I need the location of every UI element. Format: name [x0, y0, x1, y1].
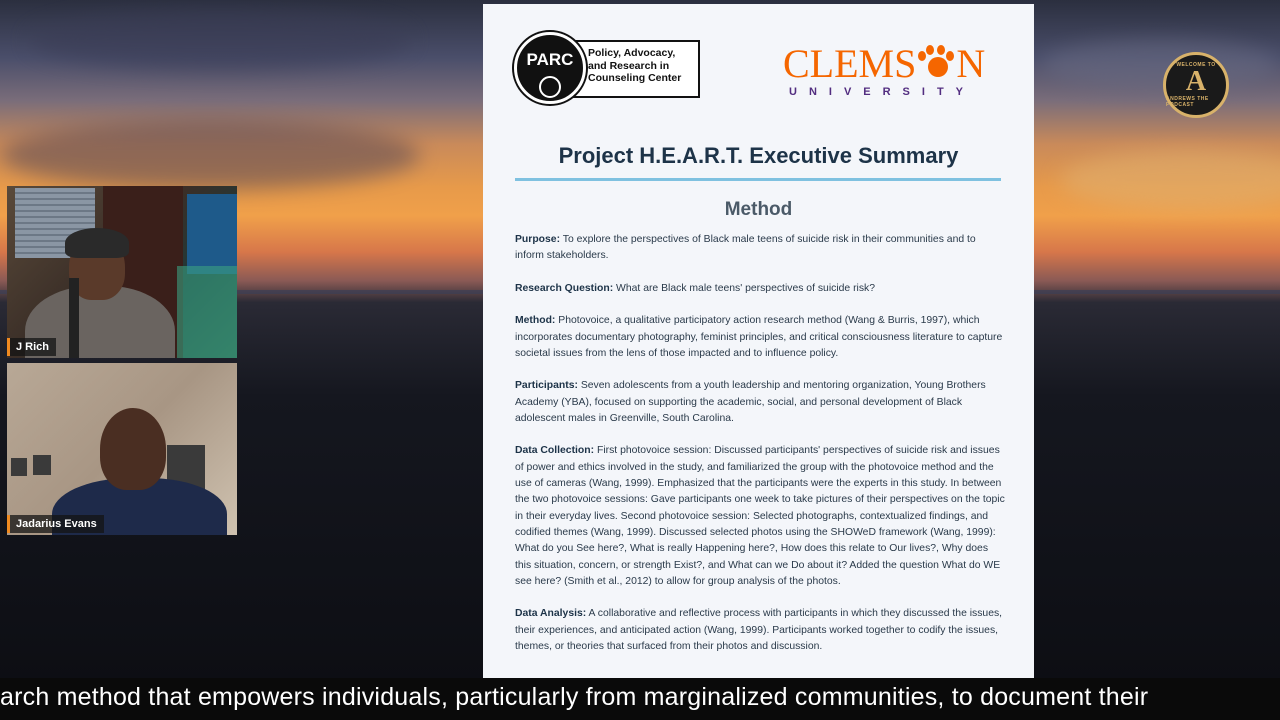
microphone-icon [69, 278, 79, 358]
background-light [177, 266, 237, 358]
participant-head [100, 408, 166, 490]
title-divider [515, 178, 1001, 181]
parc-logo-text: Policy, Advocacy, and Research in Counseling Center [572, 40, 700, 98]
caption-bar [0, 678, 1280, 720]
clemson-logo [783, 41, 1003, 104]
beanie [65, 228, 129, 258]
parc-logo-badge: PARC [514, 32, 586, 104]
clemson-subtitle: UNIVERSITY [789, 86, 976, 98]
live-caption: arch method that empowers individuals, particularly from marginalized communities, to document their [0, 683, 1149, 711]
participant-name-tag: J Rich [7, 338, 56, 356]
badge-bottom-text: ANDREWS THE PODCAST [1166, 96, 1209, 108]
cloud [0, 120, 420, 190]
badge-letter: A [1185, 66, 1207, 97]
wall-frame [11, 458, 27, 476]
cloud [30, 10, 410, 70]
globe-icon [539, 76, 561, 98]
cloud [1060, 150, 1280, 210]
cloud [1040, 40, 1280, 90]
section-purpose: Purpose: To explore the perspectives of Black male teens of suicide risk in their communities and to inform stakeholders. [515, 234, 976, 262]
section-research-question: Research Question: What are Black male teens' perspectives of suicide risk? [515, 282, 876, 294]
wall-poster [187, 194, 237, 274]
section-method: Method: Photovoice, a qualitative participatory action research method (Wang & Burris, 1997), which incorporates documentary photography, feminist principles, and critical consciousness literature to capture societal issues from the lens of those impacted and to influence policy. [515, 315, 1003, 359]
participant-name-tag: Jadarius Evans [7, 515, 104, 533]
method-sections [515, 232, 1005, 671]
section-data-collection: Data Collection: First photovoice session: Discussed participants' perspectives of suicide risk and issues of power and ethics involved in the study, and familiarized the group with the photovoice method and the use of cameras (Wang, 1999). Emphasized that the participants were the experts in this study. In between the two photovoice sessions: Gave participants one week to take pictures of their perspectives on the topic in their everyday lives. Second photovoice session: Selected photographs, contextualized findings, and codified themes (Wang, 1999). Discussed selected photos using the SHOWeD framework (Wang, 1999): What do you See here?, What is really Happening here?, How does this relate to Our lives?, Why does this situation, concern, or strength Exist?, and What can we Do about it? Added the question What do WE see here? (Smith et al., 2012) to allow for group analysis of the photos. [515, 445, 1005, 587]
document-title: Project H.E.A.R.T. Executive Summary [558, 143, 959, 168]
clemson-wordmark: CLEMS N [783, 41, 986, 86]
video-tile-jadarius-evans[interactable] [7, 363, 237, 535]
section-participants: Participants: Seven adolescents from a youth leadership and mentoring organization, Young Brothers Academy (YBA), focused on supporting the academic, social, and personal development of Black adolescent males in Greenville, South Carolina. [515, 380, 986, 424]
video-tile-j-rich[interactable] [7, 186, 237, 358]
badge-top-text: WELCOME TO [1176, 62, 1216, 68]
section-heading: Method [724, 199, 793, 220]
parc-logo [514, 32, 700, 106]
shared-document [483, 4, 1034, 678]
wall-frame [33, 455, 51, 475]
section-data-analysis: Data Analysis: A collaborative and reflective process with participants in which they discussed the issues, their experiences, and anticipated action (Wang, 1999). Participants worked together to codify the issues, themes, or theories that surfaced from their photos and discussion. [515, 608, 1003, 652]
podcast-logo-badge [1163, 52, 1229, 118]
tiger-paw-icon [916, 45, 956, 79]
